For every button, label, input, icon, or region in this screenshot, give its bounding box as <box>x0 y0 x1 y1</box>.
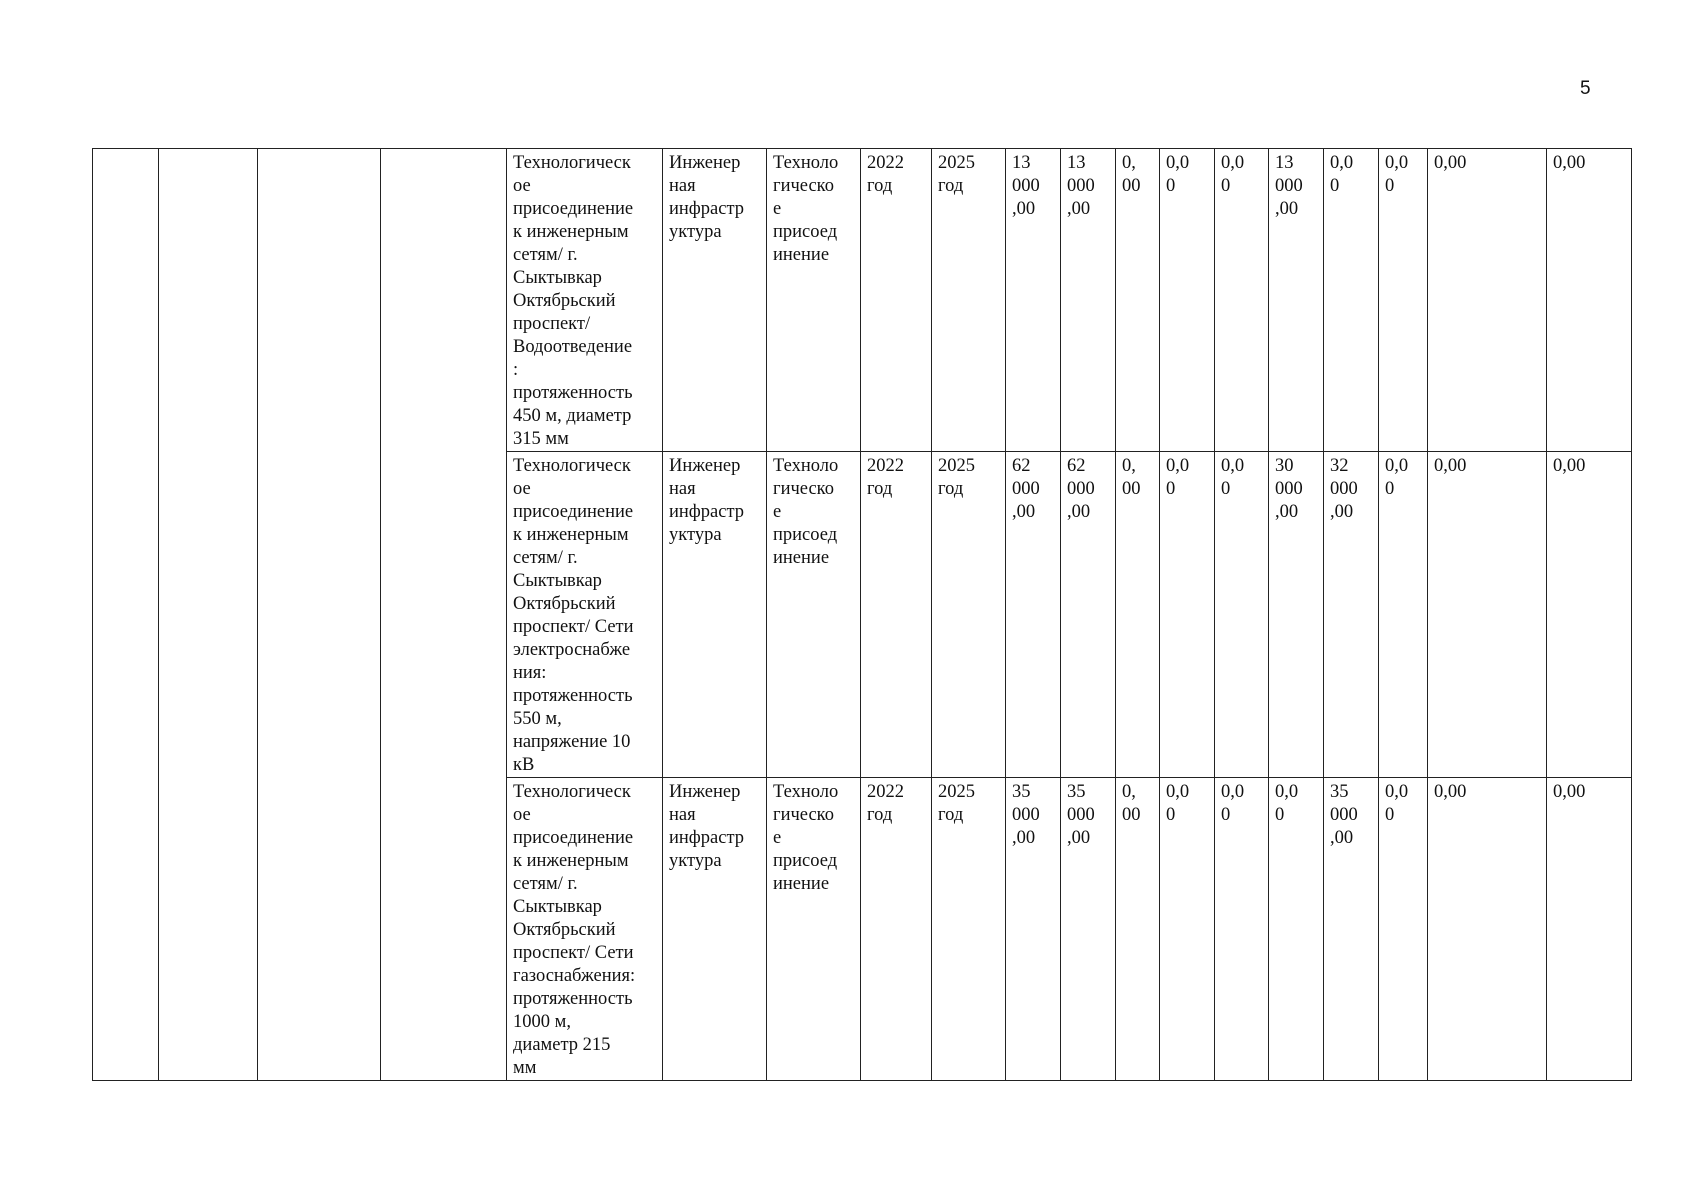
value-cell: 13 000 ,00 <box>1269 149 1324 452</box>
table-row <box>93 149 1632 452</box>
object-description-cell: Технологическ ое присоединение к инженерным сетям/ г. Сыктывкар Октябрьский проспект/ Сети электроснабже ния: протяженность 550 м, напряжение 10 кВ <box>507 452 663 778</box>
start-year-cell: 2022 год <box>861 149 932 452</box>
empty-cell <box>159 149 258 1081</box>
value-cell: 35 000 ,00 <box>1061 778 1116 1081</box>
value-cell: 30 000 ,00 <box>1269 452 1324 778</box>
value-cell: 0,00 <box>1547 778 1632 1081</box>
start-year-cell: 2022 год <box>861 778 932 1081</box>
value-cell: 0,0 0 <box>1379 778 1428 1081</box>
empty-cell <box>93 149 159 1081</box>
value-cell: 13 000 ,00 <box>1061 149 1116 452</box>
value-cell: 0,0 0 <box>1215 778 1269 1081</box>
type-cell: Техноло гическо е присоед инение <box>767 452 861 778</box>
value-cell: 0,0 0 <box>1379 149 1428 452</box>
category-cell: Инженер ная инфрастр уктура <box>663 452 767 778</box>
value-cell: 0,00 <box>1547 452 1632 778</box>
value-cell: 0,00 <box>1428 452 1547 778</box>
end-year-cell: 2025 год <box>932 778 1006 1081</box>
page-number: 5 <box>1580 78 1591 99</box>
empty-cell <box>258 149 381 1081</box>
value-cell: 0,0 0 <box>1379 452 1428 778</box>
value-cell: 0, 00 <box>1116 452 1160 778</box>
type-cell: Техноло гическо е присоед инение <box>767 149 861 452</box>
value-cell: 0,0 0 <box>1324 149 1379 452</box>
value-cell: 0,0 0 <box>1269 778 1324 1081</box>
value-cell: 0,0 0 <box>1215 452 1269 778</box>
category-cell: Инженер ная инфрастр уктура <box>663 778 767 1081</box>
object-description-cell: Технологическ ое присоединение к инженерным сетям/ г. Сыктывкар Октябрьский проспект/ Водоотведение : протяженность 450 м, диаметр 315 мм <box>507 149 663 452</box>
value-cell: 0,0 0 <box>1160 149 1215 452</box>
value-cell: 32 000 ,00 <box>1324 452 1379 778</box>
object-description-cell: Технологическ ое присоединение к инженерным сетям/ г. Сыктывкар Октябрьский проспект/ Сети газоснабжения: протяженность 1000 м, диаметр 215 мм <box>507 778 663 1081</box>
value-cell: 0, 00 <box>1116 778 1160 1081</box>
type-cell: Техноло гическо е присоед инение <box>767 778 861 1081</box>
end-year-cell: 2025 год <box>932 149 1006 452</box>
data-table <box>92 148 1632 1081</box>
value-cell: 0,0 0 <box>1215 149 1269 452</box>
empty-cell <box>381 149 507 1081</box>
value-cell: 35 000 ,00 <box>1324 778 1379 1081</box>
category-cell: Инженер ная инфрастр уктура <box>663 149 767 452</box>
value-cell: 35 000 ,00 <box>1006 778 1061 1081</box>
value-cell: 62 000 ,00 <box>1061 452 1116 778</box>
value-cell: 62 000 ,00 <box>1006 452 1061 778</box>
value-cell: 0, 00 <box>1116 149 1160 452</box>
value-cell: 0,0 0 <box>1160 778 1215 1081</box>
start-year-cell: 2022 год <box>861 452 932 778</box>
value-cell: 0,00 <box>1428 149 1547 452</box>
value-cell: 0,00 <box>1547 149 1632 452</box>
end-year-cell: 2025 год <box>932 452 1006 778</box>
value-cell: 0,0 0 <box>1160 452 1215 778</box>
value-cell: 13 000 ,00 <box>1006 149 1061 452</box>
value-cell: 0,00 <box>1428 778 1547 1081</box>
